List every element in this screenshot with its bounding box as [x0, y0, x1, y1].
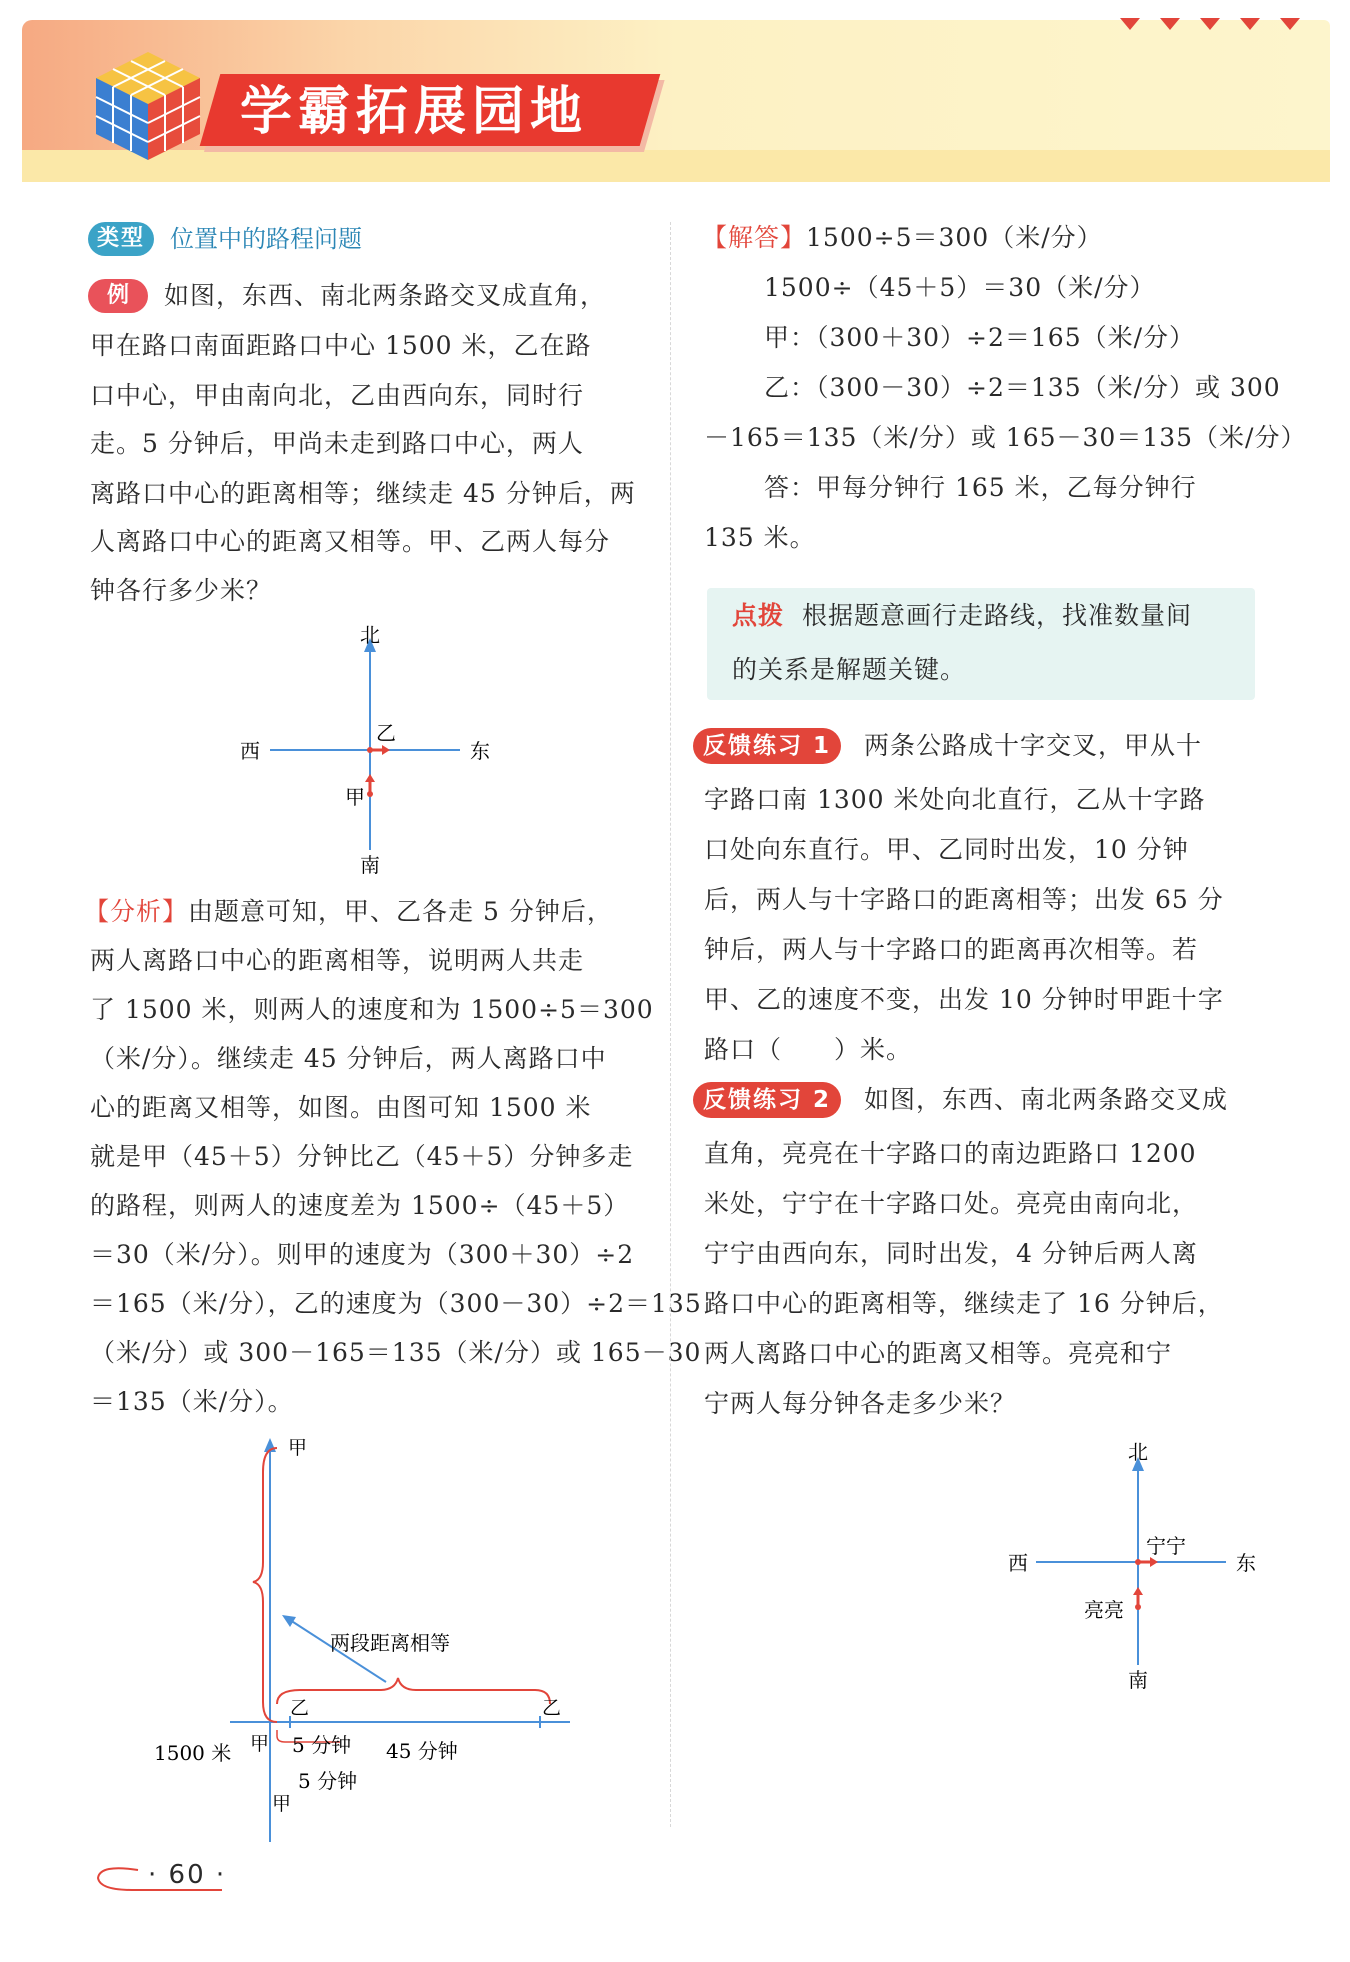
tip-line: 点拨 根据题意画行走路线，找准数量间: [732, 601, 1193, 630]
feedback-2-line: 直角，亮亮在十字路口的南边距路口 1200: [704, 1139, 1197, 1168]
north-label: 北: [1128, 1440, 1148, 1464]
five-min-label-2: 5 分钟: [298, 1769, 358, 1793]
example-text-line: 离路口中心的距离相等；继续走 45 分钟后，两: [90, 479, 636, 508]
feedback-2-line: 米处，宁宁在十字路口处。亮亮由南向北，: [704, 1189, 1199, 1218]
analysis-line: 就是甲（45＋5）分钟比乙（45＋5）分钟多走: [90, 1142, 634, 1171]
answer-line: 甲：（300＋30）÷2＝165（米/分）: [764, 323, 1196, 352]
example-text-line: 如图，东西、南北两条路交叉成直角，: [164, 281, 607, 310]
feedback-2-line: 如图，东西、南北两条路交叉成: [864, 1085, 1229, 1114]
example-tag: 例: [88, 279, 148, 313]
east-label: 东: [1236, 1551, 1256, 1575]
answer-line: 答：甲每分钟行 165 米，乙每分钟行: [764, 473, 1197, 502]
example-text-line: 钟各行多少米？: [90, 576, 273, 605]
distance-analysis-diagram: [140, 1432, 580, 1852]
east-label: 东: [470, 739, 490, 763]
header-decoration: [1120, 18, 1320, 32]
feedback-1-line: 钟后，两人与十字路口的距离再次相等。若: [704, 935, 1199, 964]
type-tag: 类型: [88, 222, 154, 256]
crossroad-diagram-example: [230, 620, 510, 885]
analysis-line: （米/分）。继续走 45 分钟后，两人离路口中: [90, 1044, 607, 1073]
feedback-1-line: 两条公路成十字交叉，甲从十: [864, 731, 1203, 760]
type-title: 位置中的路程问题: [170, 225, 362, 253]
distance-label: 1500 米: [154, 1741, 232, 1765]
feedback-1-line: 路口（ ）米。: [704, 1035, 913, 1064]
feedback-2-line: 宁宁由西向东，同时出发，4 分钟后两人离: [704, 1239, 1198, 1268]
analysis-line: ＝30（米/分）。则甲的速度为（300＋30）÷2: [90, 1240, 635, 1269]
tip-line: 的关系是解题关键。: [732, 655, 967, 684]
jia-mid-label: 甲: [250, 1733, 270, 1755]
feedback-2-line: 路口中心的距离相等，继续走了 16 分钟后，: [704, 1289, 1224, 1318]
feedback-2-line: 宁两人每分钟各走多少米？: [704, 1389, 1017, 1418]
column-divider: [670, 222, 671, 1827]
feedback-1-line: 甲、乙的速度不变，出发 10 分钟时甲距十字: [704, 985, 1224, 1014]
feedback-1-tag: 反馈练习 1: [693, 728, 841, 764]
analysis-line: （米/分）或 300－165＝135（米/分）或 165－30: [90, 1338, 702, 1367]
example-text-line: 甲在路口南面距路口中心 1500 米，乙在路: [90, 331, 592, 360]
page-title: 学霸拓展园地: [240, 82, 589, 142]
west-label: 西: [240, 739, 260, 763]
south-label: 南: [1128, 1668, 1148, 1692]
feedback-1-line: 字路口南 1300 米处向北直行，乙从十字路: [704, 785, 1206, 814]
analysis-line: 【分析】由题意可知，甲、乙各走 5 分钟后，: [84, 897, 613, 926]
analysis-line: 两人离路口中心的距离相等，说明两人共走: [90, 946, 585, 975]
jia-top-label: 甲: [288, 1437, 308, 1459]
example-text-line: 口中心，甲由南向北，乙由西向东，同时行: [90, 381, 585, 410]
answer-line: －165＝135（米/分）或 165－30＝135（米/分）: [704, 423, 1307, 452]
jia-bottom-label: 甲: [272, 1793, 292, 1815]
analysis-line: ＝135（米/分）。: [90, 1387, 294, 1416]
north-label: 北: [360, 623, 380, 647]
analysis-line: 的路程，则两人的速度差为 1500÷（45＋5）: [90, 1191, 630, 1220]
example-text-line: 走。5 分钟后，甲尚未走到路口中心，两人: [90, 429, 584, 458]
analysis-line: ＝165（米/分），乙的速度为（300－30）÷2＝135: [90, 1289, 702, 1318]
feedback-2-tag: 反馈练习 2: [693, 1082, 841, 1118]
yi-right-label: 乙: [542, 1697, 562, 1719]
answer-line: 【解答】1500÷5＝300（米/分）: [702, 223, 1103, 252]
five-min-label: 5 分钟: [292, 1733, 352, 1757]
yi-left-label: 乙: [290, 1697, 310, 1719]
equal-note: 两段距离相等: [330, 1631, 450, 1655]
feedback-2-line: 两人离路口中心的距离又相等。亮亮和宁: [704, 1339, 1173, 1368]
answer-line: 乙：（300－30）÷2＝135（米/分）或 300: [764, 373, 1281, 402]
analysis-label: 【分析】: [84, 897, 189, 926]
answer-line: 1500÷（45＋5）＝30（米/分）: [764, 273, 1156, 302]
answer-label: 【解答】: [702, 223, 807, 252]
answer-line: 135 米。: [704, 523, 816, 552]
header-stripe: [22, 150, 1330, 182]
liangliang-label: 亮亮: [1084, 1598, 1124, 1622]
crossroad-diagram-exercise: [1000, 1435, 1270, 1695]
page-number-decoration: [92, 1862, 226, 1892]
example-text-line: 人离路口中心的距离又相等。甲、乙两人每分: [90, 527, 611, 556]
feedback-1-line: 口处向东直行。甲、乙同时出发，10 分钟: [704, 835, 1189, 864]
page-number: · 60 ·: [148, 1860, 227, 1890]
ningning-label: 宁宁: [1146, 1534, 1186, 1558]
west-label: 西: [1008, 1551, 1028, 1575]
analysis-line: 了 1500 米，则两人的速度和为 1500÷5＝300: [90, 995, 654, 1024]
yi-label: 乙: [376, 721, 396, 745]
feedback-1-line: 后，两人与十字路口的距离相等；出发 65 分: [704, 885, 1224, 914]
jia-label: 甲: [345, 785, 365, 809]
tip-label: 点拨: [732, 601, 785, 630]
south-label: 南: [360, 853, 380, 877]
rubik-cube-icon: [88, 44, 208, 164]
analysis-line: 心的距离又相等，如图。由图可知 1500 米: [90, 1093, 592, 1122]
forty-five-min-label: 45 分钟: [386, 1739, 458, 1763]
